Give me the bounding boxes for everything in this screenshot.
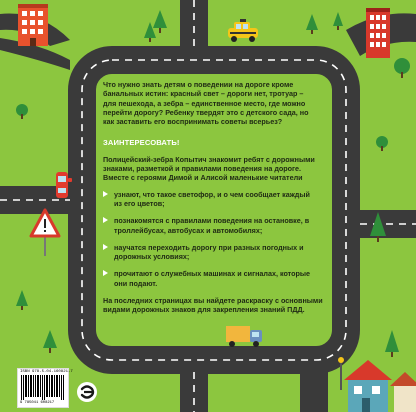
publisher-logo <box>76 381 98 403</box>
section-heading: ЗАИНТЕРЕСОВАТЬ! <box>103 138 180 148</box>
list-item: прочитают о служебных машинах и сигналах, которые они подают. <box>103 269 316 288</box>
closing-paragraph: На последних страницах вы найдете раскраску с основными видами дорожных знаков для закрепления знаний ПДД. <box>103 296 323 315</box>
right-road <box>360 210 416 238</box>
orange-building-icon <box>18 4 48 46</box>
list-item: познакомятся с правилами поведения на остановке, в троллейбусах, автобусах и автомобилях; <box>103 216 316 235</box>
isbn-text: ISBN 978-5-04-160821-7 <box>20 370 73 374</box>
description-paragraph: Полицейский-зебра Копытич знакомит ребят с дорожными знаками, разметкой и правилами поведения на дороге. Вместе с героями Димой и Алисой маленькие читатели <box>103 154 315 183</box>
bullet-list <box>103 190 316 288</box>
list-item: научатся переходить дорогу при разных погодных и дорожных условиях; <box>103 243 316 262</box>
barcode-bars-icon <box>21 375 65 400</box>
intro-paragraph: Что нужно знать детям о поведении на дороге кроме банальных истин: красный свет – дороги нет, тротуар – для пешехода, а зебра – единственное место, где можно перейти дорогу? Ребенку твердят это с детского сада, но как заставить его воспринимать советы всерьез? <box>103 80 309 127</box>
cover-text <box>103 80 323 315</box>
list-item: узнают, что такое светофор, и о чем сообщает каждый из его цветов; <box>103 190 316 209</box>
red-building-icon <box>366 8 390 58</box>
barcode-number: 9 785041 608217 <box>20 401 55 405</box>
barcode <box>17 368 73 408</box>
